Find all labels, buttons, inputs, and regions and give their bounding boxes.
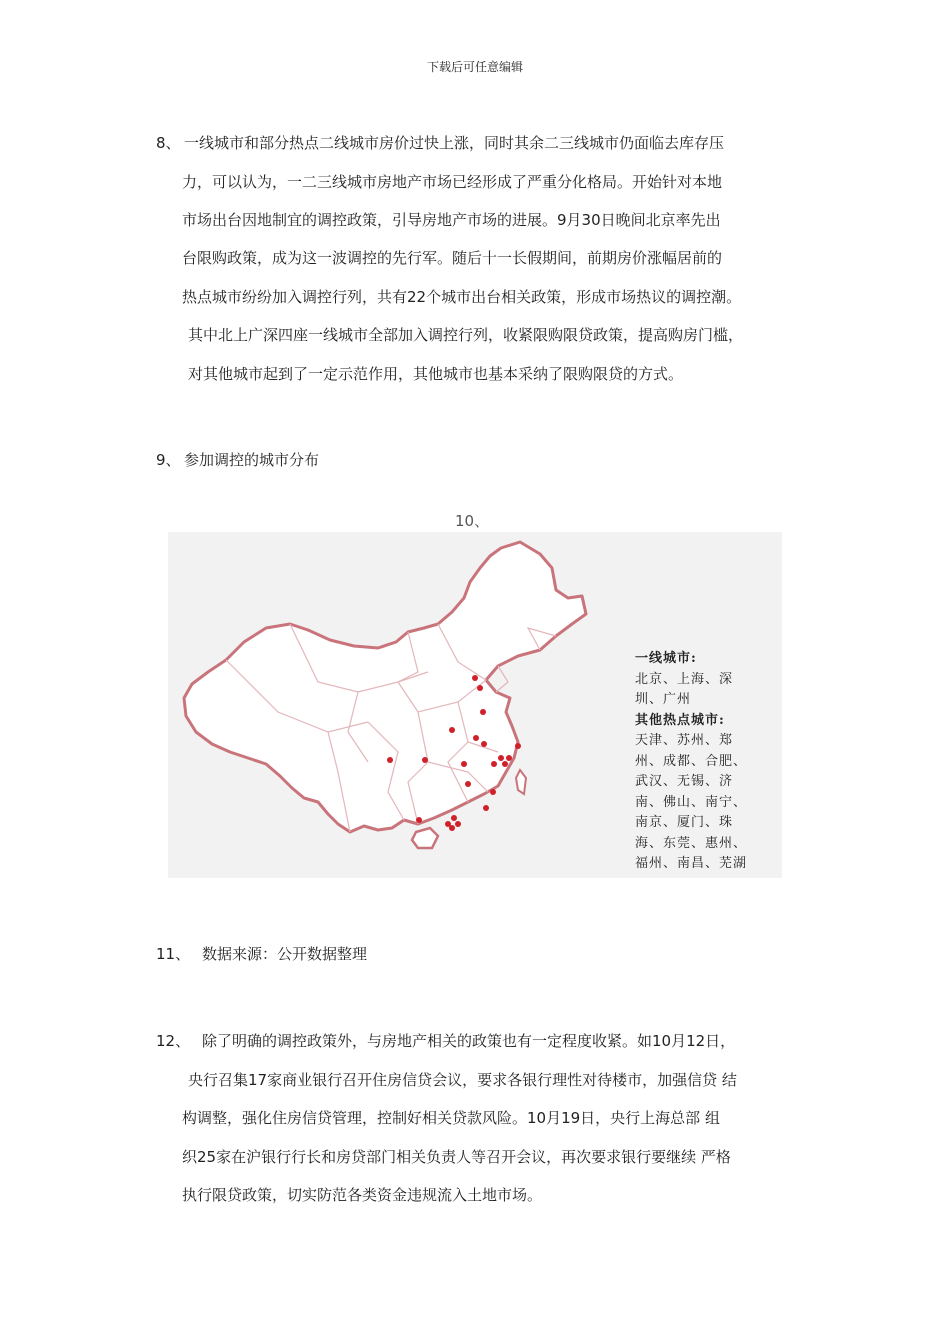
city-dot: [465, 781, 471, 787]
para12-line-4: 织25家在沪银行行长和房贷部门相关负责人等召开会议，再次要求银行要继续 严格: [182, 1148, 731, 1166]
para12-line-1: 除了明确的调控政策外，与房地产相关的政策也有一定程度收紧。如10月12日，: [202, 1032, 736, 1050]
legend-tier1-line: 北京、上海、深: [635, 671, 734, 687]
city-dot: [481, 741, 487, 747]
para11-number: 11、: [156, 945, 191, 963]
city-dot: [502, 761, 508, 767]
legend-other-line: 武汉、无锡、济: [635, 774, 734, 789]
china-outline: [184, 542, 586, 832]
para12-line-3: 构调整，强化住房信贷管理，控制好相关贷款风险。10月19日，央行上海总部 组: [182, 1109, 720, 1127]
para8-line-7: 对其他城市起到了一定示范作用，其他城市也基本采纳了限购限贷的方式。: [188, 365, 684, 383]
city-dot: [449, 825, 455, 831]
para12-line-2: 央行召集17家商业银行召开住房信贷会议，要求各银行理性对待楼市，加强信贷 结: [188, 1071, 737, 1089]
city-dot: [490, 789, 496, 795]
legend-other-line: 南京、厦门、珠: [635, 815, 734, 830]
para8-line-6: 其中北上广深四座一线城市全部加入调控行列，收紧限购限贷政策，提高购房门槛，: [188, 326, 744, 344]
city-dot: [472, 675, 478, 681]
para8-line-4: 台限购政策，成为这一波调控的先行军。随后十一长假期间，前期房价涨幅居前的: [182, 249, 723, 267]
legend-tier1-line: 圳、广州: [635, 692, 692, 707]
city-dot: [461, 761, 467, 767]
city-dot: [455, 821, 461, 827]
taiwan-outline: [516, 770, 526, 794]
legend-other-line: 福州、南昌、芜湖: [635, 856, 748, 871]
china-map-figure: [168, 532, 782, 878]
para9-text: 参加调控的城市分布: [184, 451, 320, 469]
map-legend: [635, 649, 775, 875]
city-dot: [506, 755, 512, 761]
city-dot: [473, 735, 479, 741]
figure-caption-number: 10、: [455, 512, 490, 530]
para12-line-5: 执行限贷政策，切实防范各类资金违规流入土地市场。: [182, 1186, 543, 1204]
hainan-outline: [412, 828, 438, 848]
para8-line-1: 一线城市和部分热点二线城市房价过快上涨，同时其余二三线城市仍面临去库存压: [184, 134, 725, 152]
city-dot: [477, 685, 483, 691]
para8-line-3: 市场出台因地制宜的调控政策，引导房地产市场的进展。9月30日晚间北京率先出: [182, 211, 721, 229]
city-dot: [515, 743, 521, 749]
city-dot: [416, 817, 422, 823]
city-dot: [491, 761, 497, 767]
city-dot: [451, 815, 457, 821]
para8-line-5: 热点城市纷纷加入调控行列，共有22个城市出台相关政策，形成市场热议的调控潮。: [182, 288, 742, 306]
legend-other-line: 南、佛山、南宁、: [635, 794, 748, 810]
city-dot: [483, 805, 489, 811]
page-header: 下载后可任意编辑: [426, 60, 523, 74]
para8-number: 8、: [156, 134, 181, 152]
legend-other-title: 其他热点城市:: [635, 712, 725, 728]
city-dot: [387, 757, 393, 763]
legend-tier1-title: 一线城市:: [635, 651, 697, 666]
legend-other-line: 海、东莞、惠州、: [635, 835, 748, 851]
legend-other-line: 州、成都、合肥、: [635, 753, 748, 769]
city-dot: [498, 755, 504, 761]
city-dot: [422, 757, 428, 763]
para12-number: 12、: [156, 1032, 191, 1050]
para9-number: 9、: [156, 451, 181, 469]
city-dot: [449, 727, 455, 733]
city-dot: [480, 709, 486, 715]
legend-other-line: 天津、苏州、郑: [635, 733, 734, 748]
para8-line-2: 力，可以认为，一二三线城市房地产市场已经形成了严重分化格局。开始针对本地: [182, 173, 723, 191]
para11-text: 数据来源：公开数据整理: [202, 945, 368, 963]
